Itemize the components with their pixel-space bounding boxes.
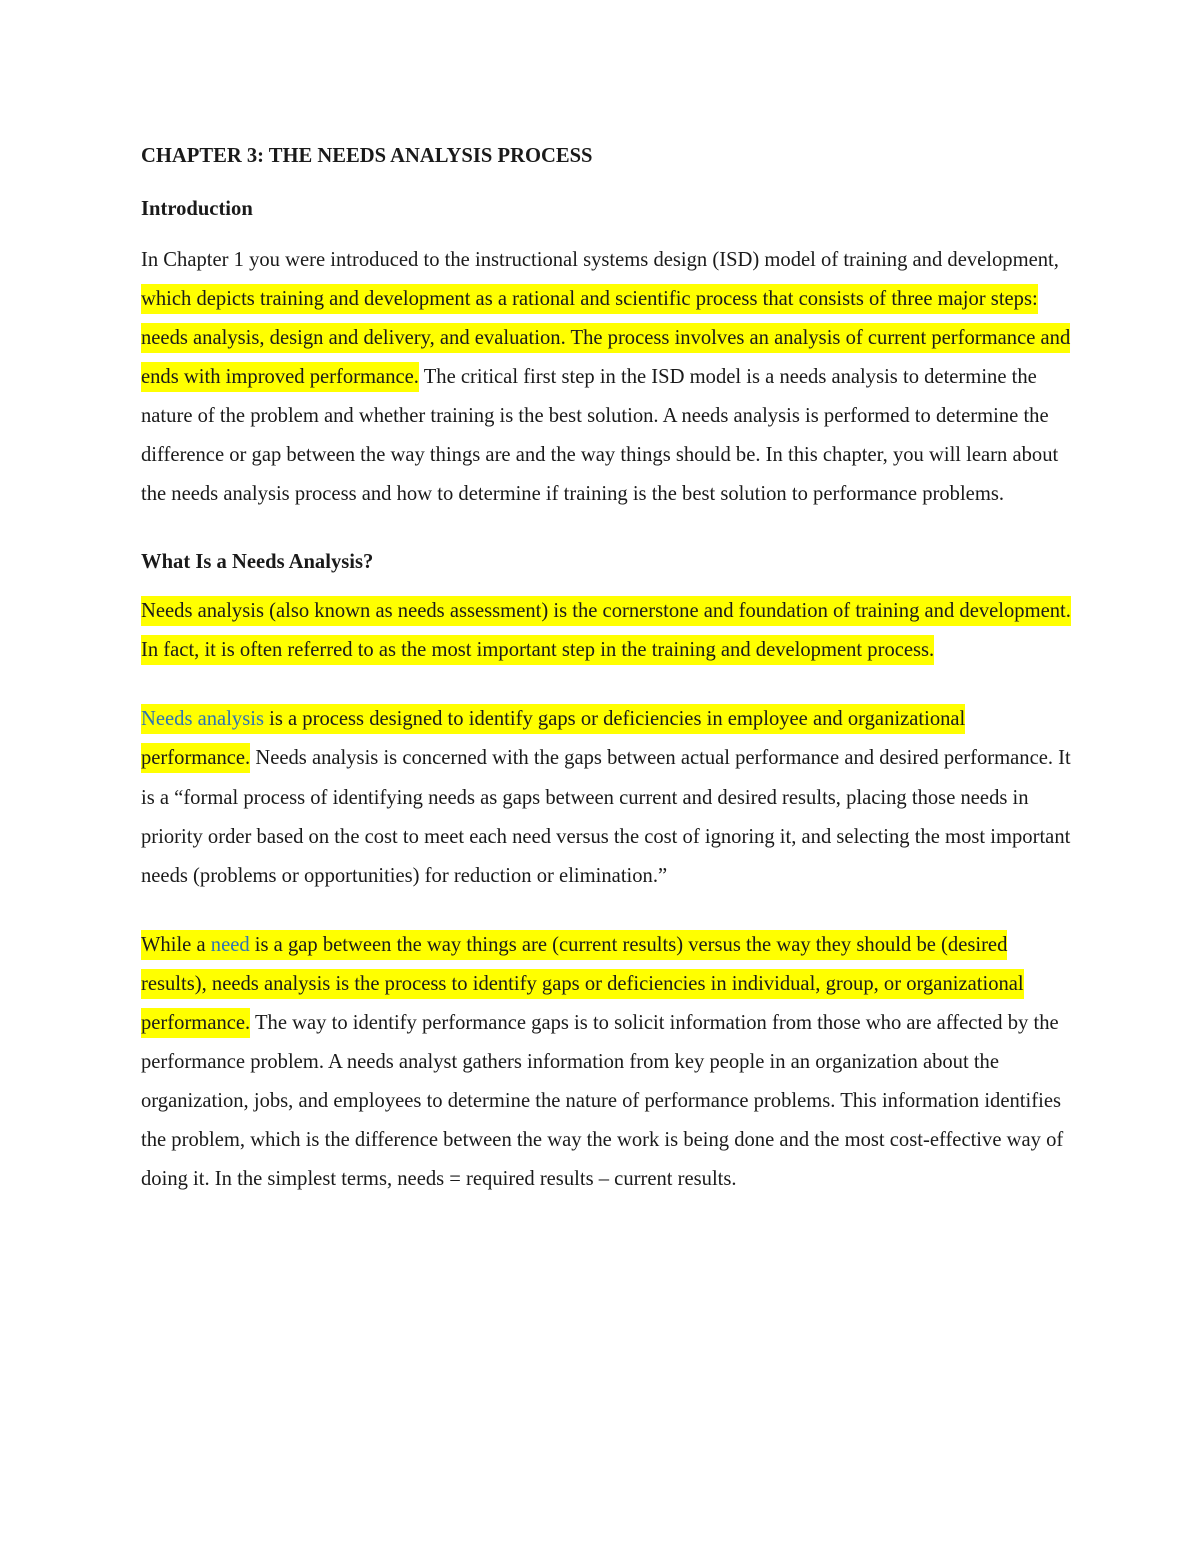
what-is-heading: What Is a Needs Analysis? [141, 551, 374, 574]
need-term: need [211, 930, 250, 960]
intro-text-after: The critical first step in the ISD model is a needs analysis to determine the nature of the problem and whether training is the best solution. A needs analysis is performed to determine the difference or gap between the way things are and the way things should be. In this chapter, you will learn about the needs analysis process and how to determine if training is the best solution to performance problems. [141, 366, 1059, 506]
intro-text-before: In Chapter 1 you were introduced to the instructional systems design (ISD) model of training and development, [141, 249, 1059, 271]
para3-text-after: The way to identify performance gaps is to solicit information from those who are affected by the performance problem. A needs analyst gathers information from key people in an organization about the organization, jobs, and employees to determine the nature of performance problems. This information identifies the problem, which is the difference between the way the work is being done and the most cost-effective way of doing it. In the simplest terms, needs = required results – current results. [141, 1011, 1064, 1190]
para2-text-after: Needs analysis is concerned with the gaps between actual performance and desired performance. It is a “formal process of identifying needs as gaps between current and desired results, placing those needs in priority order based on the cost to meet each need versus the cost of ignoring it, and selecting the most important needs (problems or opportunities) for reduction or elimination.” [141, 747, 1071, 887]
chapter-title: CHAPTER 3: THE NEEDS ANALYSIS PROCESS [141, 145, 593, 167]
introduction-heading: Introduction [141, 198, 253, 220]
document-body [141, 138, 1071, 1215]
para2-highlighted-text: is a process designed to identify gaps or deficiencies in employee and organizational performance. [141, 704, 965, 773]
introduction-paragraph [141, 241, 1071, 514]
para1-highlighted-text: Needs analysis (also known as needs assessment) is the cornerstone and foundation of training and development. In fact, it is often referred to as the most important step in the training and development process. [141, 596, 1071, 665]
para3-highlighted-end: is a gap between the way things are (current results) versus the way they should be (desired results), needs analysis is the process to identify gaps or deficiencies in individual, group, or organizational performance. [141, 930, 1024, 1038]
para3-highlighted-start: While a [141, 930, 211, 960]
what-is-paragraph-3 [141, 926, 1071, 1199]
needs-analysis-term: Needs analysis [141, 704, 264, 734]
intro-highlighted-text: which depicts training and development as a rational and scientific process that consists of three major steps: needs analysis, design and delivery, and evaluation. The process involves an analysis of current performance and ends with improved performance. [141, 284, 1070, 392]
what-is-paragraph-1 [141, 592, 1071, 670]
what-is-paragraph-2 [141, 700, 1071, 895]
